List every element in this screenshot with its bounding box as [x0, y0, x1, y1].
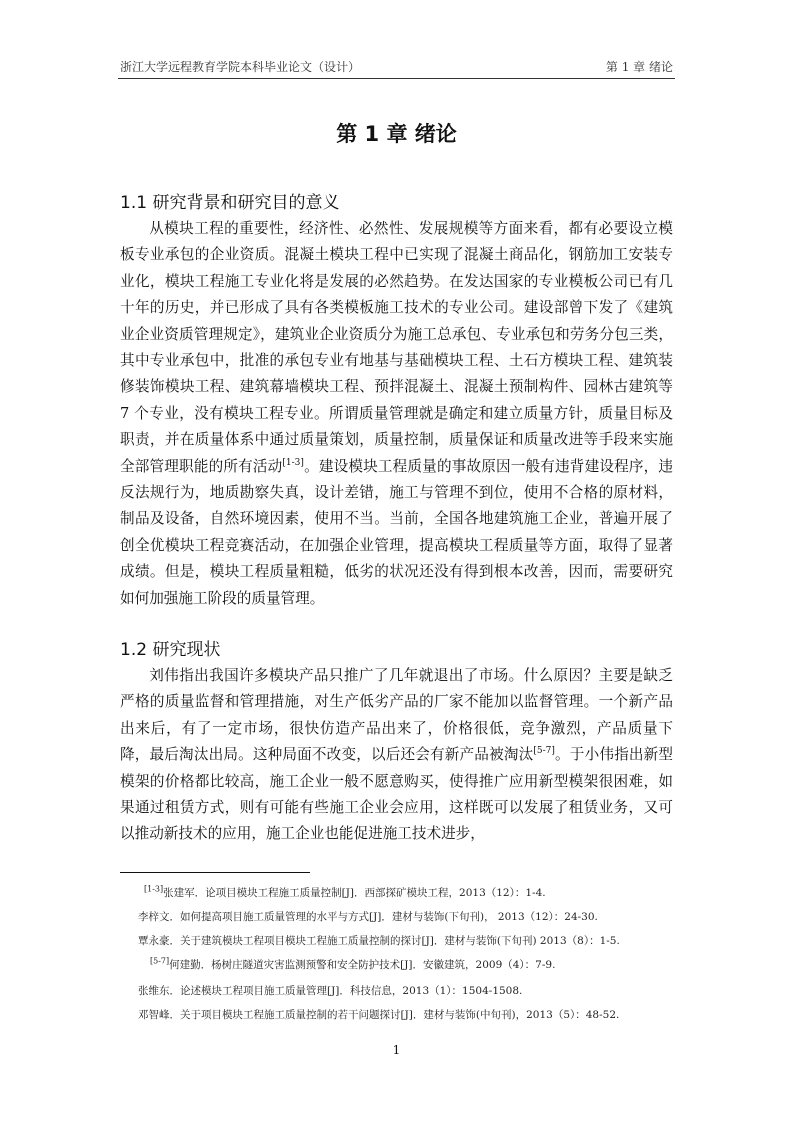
footnote-text: 张维东．论述模块工程项目施工质量管理[J]．科技信息，2013（1）：1504-1508.: [138, 985, 523, 997]
section-title-1-1: 1.1 研究背景和研究目的意义: [120, 193, 340, 213]
header-left: 浙江大学远程教育学院本科毕业论文（设计）: [120, 60, 361, 74]
citation-mark: [5-7]: [533, 746, 555, 757]
footnote-item: [138, 1007, 619, 1022]
footnote-text: 何建勤．杨树庄隧道灾害监测预警和安全防护技术[J]．安徽建筑，2009（4）：7-9.: [169, 959, 556, 971]
footnote-text: 李梓文．如何提高项目施工质量管理的水平与方式[J]．建材与装饰(下旬刊)， 2013（12）：24-30.: [138, 911, 598, 923]
section-1-2-paragraph: [120, 663, 673, 848]
footnote-item: [138, 933, 620, 948]
footnote-text: 覃永豪．关于建筑模块工程项目模块工程施工质量控制的探讨[J]．建材与装饰(下旬刊) 2013（8）：1-5.: [138, 935, 620, 947]
footnote-item: [144, 885, 546, 900]
para-text: 。于小伟指出新型模架的价格都比较高，施工企业一般不愿意购买，使得推广应用新型模架很困难，如果通过租赁方式，则有可能有些施工企业会应用，这样既可以发展了租赁业务，又可以推动新技术的应用，施工企业也能促进施工技术进步，: [120, 746, 673, 843]
footnote-item: [150, 957, 555, 972]
footnote-separator: [120, 872, 310, 873]
footnote-mark: [5-7]: [150, 956, 170, 966]
footnote-text: 邓智峰．关于项目模块工程施工质量控制的若干问题探讨[J]．建材与装饰(中旬刊)，2013（5）：48-52.: [138, 1009, 620, 1021]
header-right: 第 1 章 绪论: [605, 60, 673, 74]
section-1-1-paragraph: [120, 216, 673, 612]
footnote-item: [138, 983, 522, 998]
chapter-title: 第 1 章 绪论: [336, 122, 457, 146]
footnote-item: [138, 909, 598, 924]
para-text: 刘伟指出我国许多模块产品只推广了几年就退出了市场。什么原因？主要是缺乏严格的质量监督和管理措施，对生产低劣产品的厂家不能加以监督管理。一个新产品出来后，有了一定市场，很快仿造产品出来了，价格很低，竞争激烈，产品质量下降，最后淘汰出局。这种局面不改变，以后还会有新产品被淘汰: [120, 667, 673, 764]
header-rule: [118, 78, 675, 79]
footnote-text: 张建军．论项目模块工程施工质量控制[J]．西部探矿模块工程，2013（12）：1-4.: [163, 887, 546, 899]
para-text: 。建设模块工程质量的事故原因一般有违背建设程序，违反法规行为，地质勘察失真，设计差错，施工与管理不到位，使用不合格的原材料，制品及设备，自然环境因素，使用不当。当前，全国各地建筑施工企业，普遍开展了创全优模块工程竞赛活动，在加强企业管理，提高模块工程质量等方面，取得了显著成绩。但是，模块工程质量粗糙，低劣的状况还没有得到根本改善，因而，需要研究如何加强施工阶段的质量管理。: [120, 457, 673, 607]
section-title-1-2: 1.2 研究现状: [120, 640, 221, 660]
page-number: 1: [392, 1043, 401, 1057]
para-text: 从模块工程的重要性，经济性、必然性、发展规模等方面来看，都有必要设立模板专业承包的企业资质。混凝土模块工程中已实现了混凝土商品化，钢筋加工安装专业化，模块工程施工专业化将是发展的必然趋势。在发达国家的专业模板公司已有几十年的历史，并已形成了具有各类模板施工技术的专业公司。建设部曾下发了《建筑业企业资质管理规定》，建筑业企业资质分为施工总承包、专业承包和劳务分包三类，其中专业承包中，批准的承包专业有地基与基础模块工程、土石方模块工程、建筑装修装饰模块工程、建筑幕墙模块工程、预拌混凝土、混凝土预制构件、园林古建筑等 7 个专业，没有模块工程专业。所谓质量管理就是确定和建立质量方针，质量目标及职责，并在质量体系中通过质量策划，质量控制，质量保证和质量改进等手段来实施全部管理职能的所有活动: [120, 220, 673, 475]
citation-mark: [1-3]: [282, 457, 304, 468]
footnote-mark: [1-3]: [144, 884, 164, 894]
